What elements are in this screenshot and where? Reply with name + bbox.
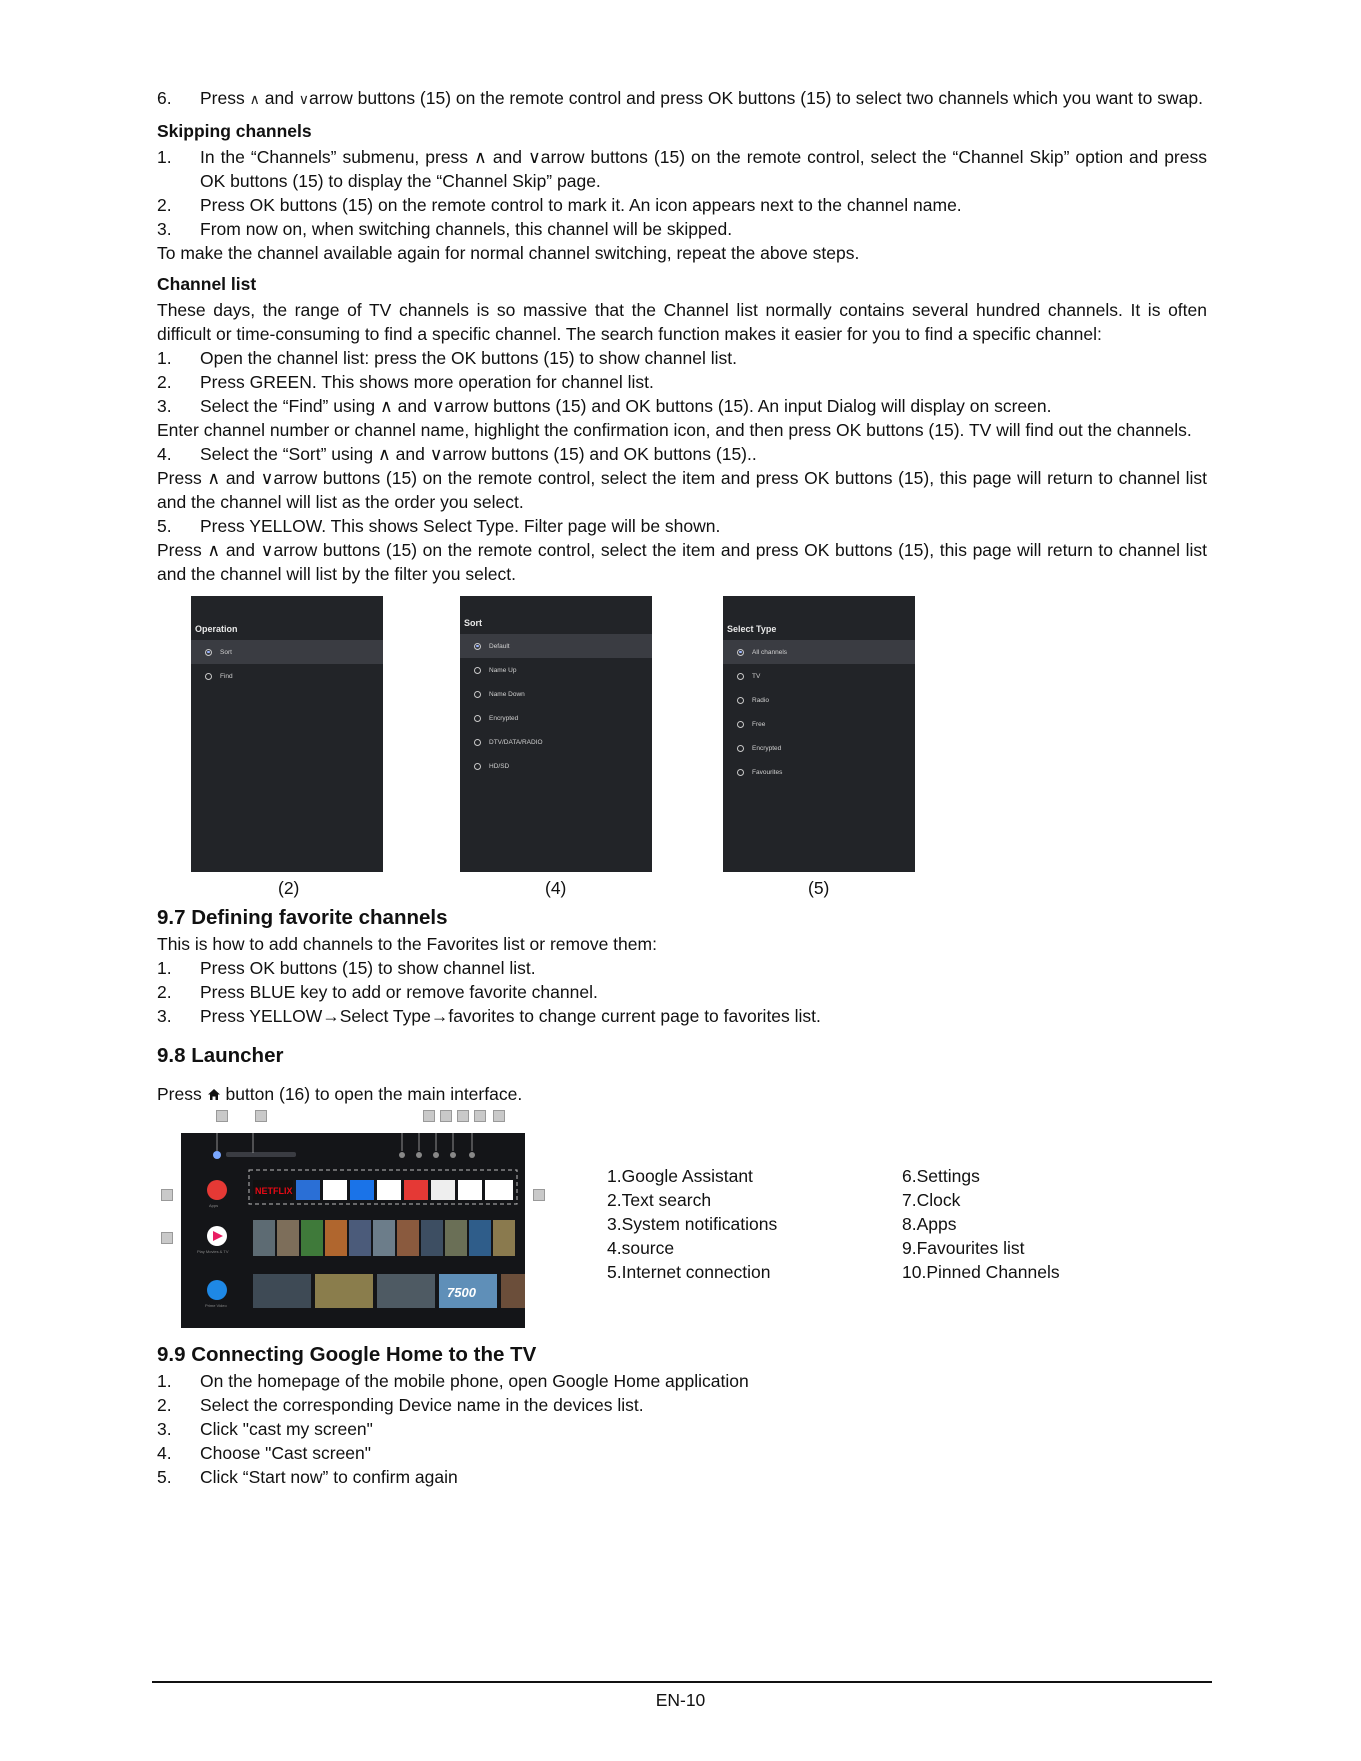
callout-tag (216, 1110, 228, 1122)
radio-icon (474, 739, 481, 746)
menu-title: Operation (195, 624, 238, 634)
list-item: 4. Choose "Cast screen" (157, 1443, 371, 1463)
radio-icon (205, 673, 212, 680)
step-note: Press ∧ and ∨arrow buttons (15) on the remote control, select the item and press OK buttons (15), this page will return to channel list and the channel will list as the order you select. (157, 468, 1207, 512)
radio-selected-icon (205, 649, 212, 656)
callout-tag (440, 1110, 452, 1122)
step-number: 6. (157, 88, 172, 108)
list-item: 2. Press OK buttons (15) on the remote control to mark it. An icon appears next to the channel name. (157, 195, 962, 215)
svg-text:Play Movies & TV: Play Movies & TV (197, 1249, 229, 1254)
menu-option: Name Up (460, 658, 652, 682)
launcher-heading: 9.8 Launcher (157, 1044, 284, 1067)
launcher-figure (157, 1106, 1207, 1321)
legend-item: 9.Favourites list (902, 1238, 1025, 1258)
callout-tag (474, 1110, 486, 1122)
list-item: 1. On the homepage of the mobile phone, open Google Home application (157, 1371, 749, 1391)
list-item: 1. In the “Channels” submenu, press ∧ and ∨arrow buttons (15) on the remote control, select the “Channel Skip” option and press OK buttons (15) to display the “Channel Skip” page. (157, 147, 1207, 191)
figure-caption: (2) (278, 878, 300, 898)
menu-option: Sort (191, 640, 383, 664)
menu-option: Encrypted (460, 706, 652, 730)
list-item: 5. Click “Start now” to confirm again (157, 1467, 458, 1487)
list-item: 2. Press GREEN. This shows more operation for channel list. (157, 372, 654, 392)
select-type-screenshot (723, 596, 915, 872)
list-item: 1. Press OK buttons (15) to show channel list. (157, 958, 536, 978)
skipping-footer: To make the channel available again for normal channel switching, repeat the above steps. (157, 243, 860, 263)
radio-icon (737, 745, 744, 752)
launcher-home-screen (181, 1133, 525, 1328)
menu-option: Name Down (460, 682, 652, 706)
menu-screenshots (157, 596, 1207, 896)
list-item: 2. Select the corresponding Device name in the devices list. (157, 1395, 644, 1415)
launcher-legend-right (902, 1164, 1060, 1284)
menu-option: DTV/DATA/RADIO (460, 730, 652, 754)
callout-tag (533, 1189, 545, 1201)
menu-option: TV (723, 664, 915, 688)
skipping-heading: Skipping channels (157, 121, 312, 141)
callout-tag (493, 1110, 505, 1122)
list-item: 3. Click "cast my screen" (157, 1419, 373, 1439)
legend-item: 4.source (607, 1238, 675, 1258)
launcher-legend-left (607, 1164, 777, 1284)
list-item: 3. From now on, when switching channels, this channel will be skipped. (157, 219, 733, 239)
list-item: 3. Press YELLOW→Select Type→favorites to change current page to favorites list. (157, 1006, 821, 1026)
svg-text:Prime Video: Prime Video (205, 1303, 227, 1308)
svg-text:NETFLIX: NETFLIX (255, 1186, 293, 1196)
list-item: 1. Open the channel list: press the OK buttons (15) to show channel list. (157, 348, 737, 368)
radio-icon (737, 673, 744, 680)
google-home-heading: 9.9 Connecting Google Home to the TV (157, 1343, 537, 1366)
legend-item: 8.Apps (902, 1214, 957, 1234)
menu-option: Favourites (723, 760, 915, 784)
figure-caption: (5) (808, 878, 830, 898)
legend-item: 7.Clock (902, 1190, 961, 1210)
menu-title: Sort (464, 618, 482, 628)
menu-option: Radio (723, 688, 915, 712)
list-item: 2. Press BLUE key to add or remove favorite channel. (157, 982, 598, 1002)
menu-option: All channels (723, 640, 915, 664)
menu-option: Free (723, 712, 915, 736)
step-text: Press ∧ and ∨arrow buttons (15) on the remote control and press OK buttons (15) to select two channels which you want to swap. (200, 88, 1203, 108)
channel-list-intro: These days, the range of TV channels is so massive that the Channel list normally contains several hundred channels. It is often difficult or time-consuming to find a specific channel. The search function makes it easier for you to find a specific channel: (157, 300, 1207, 344)
legend-item: 3.System notifications (607, 1214, 778, 1234)
home-icon (207, 1088, 221, 1101)
launcher-screenshot (181, 1133, 525, 1328)
list-item: 3. Select the “Find” using ∧ and ∨arrow buttons (15) and OK buttons (15). An input Dialog will display on screen. (157, 396, 1052, 416)
launcher-intro: Press button (16) to open the main interface. (157, 1084, 523, 1104)
callout-tag (423, 1110, 435, 1122)
sort-menu-screenshot (460, 596, 652, 872)
list-item: 5. Press YELLOW. This shows Select Type. Filter page will be shown. (157, 516, 721, 536)
legend-item: 2.Text search (607, 1190, 712, 1210)
legend-item: 10.Pinned Channels (902, 1262, 1060, 1282)
menu-option: Encrypted (723, 736, 915, 760)
callout-tag (161, 1189, 173, 1201)
operation-menu-screenshot (191, 596, 383, 872)
radio-icon (737, 721, 744, 728)
callout-tag (457, 1110, 469, 1122)
legend-item: 5.Internet connection (607, 1262, 771, 1282)
page-number: EN-10 (655, 1690, 706, 1710)
step-note: Enter channel number or channel name, highlight the confirmation icon, and then press OK buttons (15). TV will find out the channels. (157, 420, 1192, 440)
radio-icon (737, 769, 744, 776)
menu-option: Find (191, 664, 383, 688)
page-content (157, 86, 1207, 1489)
radio-icon (474, 715, 481, 722)
menu-title: Select Type (727, 624, 777, 634)
radio-icon (474, 691, 481, 698)
swap-step (157, 86, 1207, 112)
step-note: Press ∧ and ∨arrow buttons (15) on the remote control, select the item and press OK buttons (15), this page will return to channel list and the channel will list by the filter you select. (157, 540, 1207, 584)
callout-tag (161, 1232, 173, 1244)
footer-rule (152, 1681, 1212, 1683)
menu-option: Default (460, 634, 652, 658)
radio-selected-icon (474, 643, 481, 650)
legend-item: 1.Google Assistant (607, 1166, 753, 1186)
svg-text:Apps: Apps (209, 1203, 219, 1208)
radio-icon (474, 667, 481, 674)
legend-item: 6.Settings (902, 1166, 980, 1186)
favorites-intro: This is how to add channels to the Favorites list or remove them: (157, 934, 657, 954)
radio-selected-icon (737, 649, 744, 656)
radio-icon (474, 763, 481, 770)
radio-icon (737, 697, 744, 704)
menu-option: HD/SD (460, 754, 652, 778)
favorites-heading: 9.7 Defining favorite channels (157, 906, 448, 929)
callout-tag (255, 1110, 267, 1122)
figure-caption: (4) (545, 878, 567, 898)
channel-list-heading: Channel list (157, 274, 257, 294)
poster-number: 7500 (447, 1285, 476, 1300)
list-item: 4. Select the “Sort” using ∧ and ∨arrow buttons (15) and OK buttons (15).. (157, 444, 757, 464)
